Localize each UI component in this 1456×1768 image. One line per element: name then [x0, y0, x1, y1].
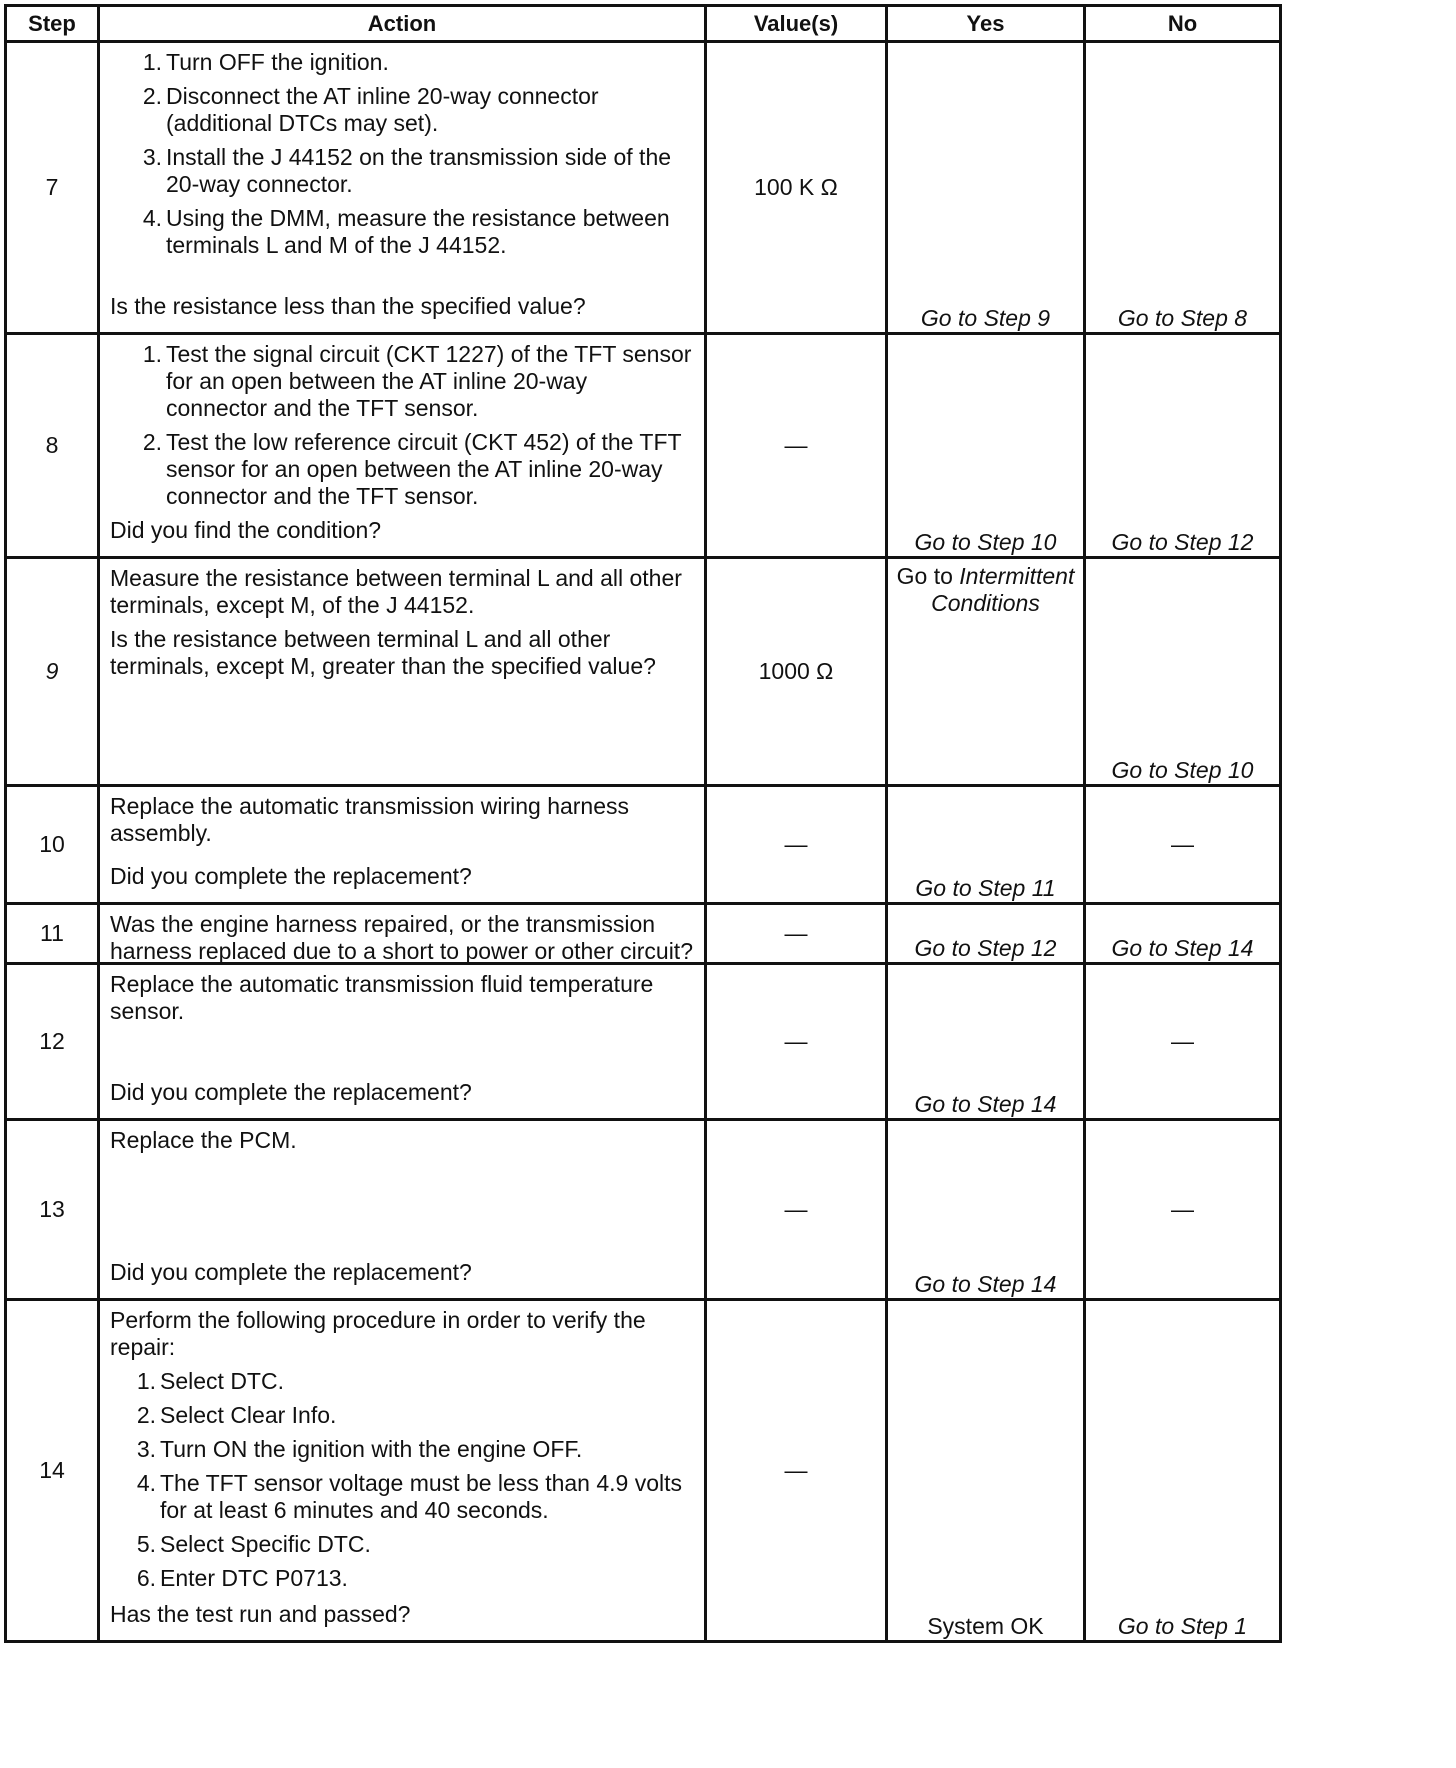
value-cell: —	[706, 1120, 887, 1300]
header-action: Action	[99, 6, 706, 42]
list-item: 6. Enter DTC P0713.	[136, 1565, 348, 1591]
question: Is the resistance between terminal L and all other terminals, except M, greater than the specified value?	[110, 626, 656, 679]
action-cell	[99, 964, 706, 1120]
action-cell	[99, 334, 706, 558]
table-row	[6, 334, 1281, 558]
list-item: 4. The TFT sensor voltage must be less than 4.9 volts for at least 6 minutes and 40 seconds.	[136, 1470, 683, 1523]
action-cell	[99, 1120, 706, 1300]
table-row	[6, 964, 1281, 1120]
no-cell: —	[1085, 1120, 1281, 1300]
no-cell: Go to Step 1	[1085, 1300, 1281, 1642]
yes-prefix: Go to	[896, 563, 953, 589]
action-cell	[99, 558, 706, 786]
step-number	[6, 1300, 99, 1642]
table-row	[6, 786, 1281, 904]
yes-cell: Go to Step 9	[887, 42, 1085, 334]
list-item: 2. Select Clear Info.	[136, 1402, 337, 1428]
question: Did you find the condition?	[110, 517, 382, 543]
instruction-text: Measure the resistance between terminal L and all other terminals, except M, of the J 44152.	[110, 565, 682, 618]
no-cell: —	[1085, 964, 1281, 1120]
list-item: 2. Disconnect the AT inline 20-way connector (additional DTCs may set).	[142, 83, 599, 136]
step-label: 14	[39, 1457, 65, 1483]
step-label: 9	[45, 658, 59, 684]
step-number	[6, 964, 99, 1120]
list-item: 1. Test the signal circuit (CKT 1227) of the TFT sensor for an open between the AT inline 20-way connector and the TFT sensor.	[142, 341, 692, 421]
yes-cell: System OK	[887, 1300, 1085, 1642]
list-item: 2. Test the low reference circuit (CKT 452) of the TFT sensor for an open between the AT inline 20-way connector and the TFT sensor.	[142, 429, 682, 509]
instruction-text: Was the engine harness repaired, or the transmission harness replaced due to a short to power or other circuit?	[110, 911, 693, 964]
value-cell: —	[706, 1300, 887, 1642]
instruction-text: Replace the PCM.	[110, 1127, 297, 1153]
yes-cell	[887, 558, 1085, 786]
step-label: 10	[39, 831, 65, 857]
step-number	[6, 558, 99, 786]
yes-cell: Go to Step 14	[887, 1120, 1085, 1300]
instruction-text: Perform the following procedure in order to verify the repair:	[110, 1307, 646, 1360]
header-values: Value(s)	[706, 6, 887, 42]
no-cell: Go to Step 12	[1085, 334, 1281, 558]
step-label: 7	[45, 174, 59, 200]
yes-cell: Go to Step 10	[887, 334, 1085, 558]
table-row	[6, 42, 1281, 334]
yes-cell: Go to Step 11	[887, 786, 1085, 904]
yes-cell: Go to Step 12	[887, 904, 1085, 964]
table-row	[6, 904, 1281, 964]
step-number	[6, 334, 99, 558]
question: Did you complete the replacement?	[110, 863, 472, 889]
header-yes: Yes	[887, 6, 1085, 42]
table-row	[6, 558, 1281, 786]
step-number	[6, 1120, 99, 1300]
value-cell: 100 K Ω	[706, 42, 887, 334]
no-cell: Go to Step 8	[1085, 42, 1281, 334]
instruction-text: Replace the automatic transmission fluid temperature sensor.	[110, 971, 654, 1024]
action-cell	[99, 904, 706, 964]
list-item: 5. Select Specific DTC.	[136, 1531, 371, 1557]
step-number	[6, 786, 99, 904]
step-label: 13	[39, 1196, 65, 1222]
header-step: Step	[6, 6, 99, 42]
instruction-text: Replace the automatic transmission wiring harness assembly.	[110, 793, 630, 846]
action-cell	[99, 42, 706, 334]
step-number	[6, 42, 99, 334]
value-cell: 1000 Ω	[706, 558, 887, 786]
intermittent-conditions-link: Intermittent Conditions	[931, 563, 1075, 616]
table-row	[6, 1120, 1281, 1300]
header-row	[6, 6, 1281, 42]
value-cell: —	[706, 904, 887, 964]
yes-cell: Go to Step 14	[887, 964, 1085, 1120]
no-cell: Go to Step 14	[1085, 904, 1281, 964]
value-cell: —	[706, 334, 887, 558]
list-item: 4. Using the DMM, measure the resistance between terminals L and M of the J 44152.	[142, 205, 670, 258]
question: Did you complete the replacement?	[110, 1259, 472, 1285]
no-cell: Go to Step 10	[1085, 558, 1281, 786]
action-cell	[99, 1300, 706, 1642]
step-number	[6, 904, 99, 964]
list-item: 1. Select DTC.	[136, 1368, 284, 1394]
diagnostic-table	[4, 4, 1282, 1643]
list-item: 1. Turn OFF the ignition.	[142, 49, 389, 75]
question: Is the resistance less than the specified value?	[110, 293, 586, 319]
no-cell: —	[1085, 786, 1281, 904]
value-cell: —	[706, 786, 887, 904]
step-label: 12	[39, 1028, 65, 1054]
question: Did you complete the replacement?	[110, 1079, 472, 1105]
header-no: No	[1085, 6, 1281, 42]
value-cell: —	[706, 964, 887, 1120]
list-item: 3. Install the J 44152 on the transmission side of the 20-way connector.	[142, 144, 672, 197]
list-item: 3. Turn ON the ignition with the engine OFF.	[136, 1436, 583, 1462]
action-cell	[99, 786, 706, 904]
step-label: 11	[40, 920, 64, 946]
question: Has the test run and passed?	[110, 1601, 411, 1627]
table-row	[6, 1300, 1281, 1642]
step-label: 8	[45, 432, 59, 458]
